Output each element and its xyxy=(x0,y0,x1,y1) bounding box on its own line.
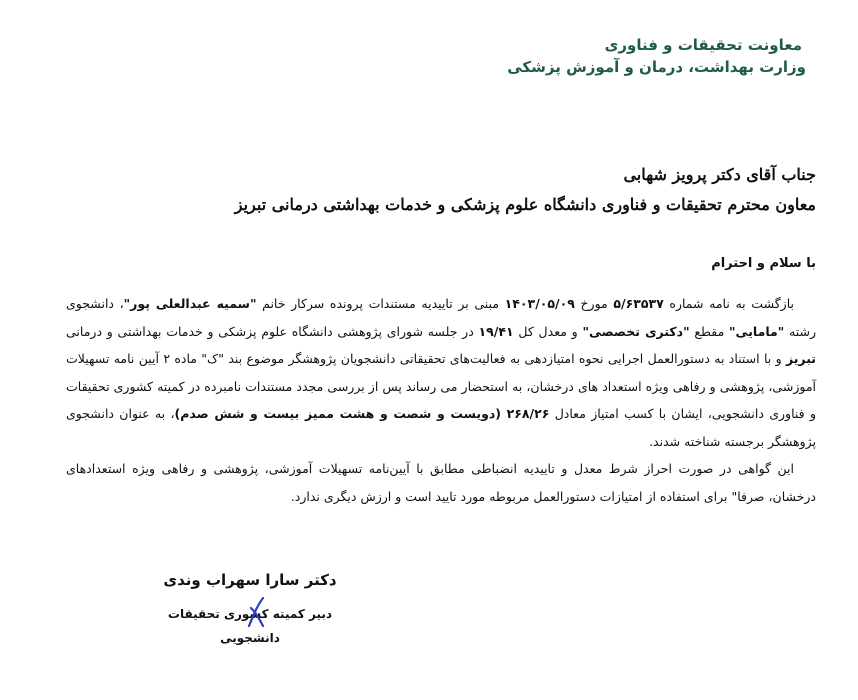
body-paragraph-1 xyxy=(66,290,816,455)
student-name: "سمیه عبدالعلی پور" xyxy=(123,296,257,311)
gpa: ۱۹/۴۱ xyxy=(478,323,514,339)
addressee-name: جناب آقای دکتر پرویز شهابی xyxy=(623,165,816,184)
greeting: با سلام و احترام xyxy=(711,256,816,271)
letter-date: ۱۴۰۳/۰۵/۰۹ xyxy=(504,296,575,311)
text: مقطع xyxy=(689,323,730,339)
text: ، به عنوان دانشجوی پژوهشگر برجسته شناخته شدند. xyxy=(66,406,816,449)
letterhead xyxy=(507,34,806,78)
degree: "دکتری تخصصی" xyxy=(582,323,690,339)
signatory-title: دبیر کمیته کشوری تحقیقات دانشجویی xyxy=(167,607,333,645)
letterhead-deputy: معاونت تحقیقات و فناوری xyxy=(604,36,802,54)
signatory-title-wrap xyxy=(150,602,350,650)
addressee-role: معاون محترم تحقیقات و فناوری دانشگاه علوم پزشکی و خدمات بهداشتی درمانی تبریز xyxy=(234,195,816,214)
text: مبنی بر تاییدیه مستندات پرونده سرکار خانم xyxy=(256,296,505,311)
addressee-block xyxy=(216,160,816,220)
text: در جلسه شورای پژوهشی دانشگاه علوم پزشکی و خدمات بهداشتی و درمانی xyxy=(66,323,479,339)
text: و معدل کل xyxy=(513,323,583,339)
signatory-name: دکتر سارا سهراب وندی xyxy=(163,571,337,589)
city: تبریز xyxy=(785,351,816,366)
score: ۲۶۸/۲۶ (دویست و شصت و هشت ممیز بیست و شش صدم) xyxy=(174,406,550,421)
text: ، دانشجوی رشته xyxy=(66,296,816,339)
text: و با استناد به دستورالعمل اجرایی نحوه امتیازدهی به فعالیت‌های تحقیقاتی دانشجویان پژوهشگر موضوع بند "ک" ماده ۲ آیین نامه تسهیلات آموزشی، پژوهشی و رفاهی ویژه استعداد های درخشان، به استحضار می رساند پس از بررسی مجدد مستندات نامبرده در کمیته کشوری تحقیقات و فناوری دانشجویی، ایشان با کسب امتیاز معادل xyxy=(66,351,817,421)
field-of-study: "مامایی" xyxy=(729,323,785,339)
letterhead-ministry: وزارت بهداشت، درمان و آموزش پزشکی xyxy=(507,58,806,76)
letter-number: ۵/۶۳۵۳۷ xyxy=(613,296,664,311)
signature-block xyxy=(150,566,350,650)
signature-scribble-icon xyxy=(245,596,267,630)
letter-body xyxy=(66,290,816,510)
body-paragraph-2: این گواهی در صورت احراز شرط معدل و تاییدیه انضباطی مطابق با آیین‌نامه تسهیلات آموزشی، پژوهشی و رفاهی ویژه استعدادهای درخشان، صرفا" برای استفاده از امتیازات دستورالعمل مربوطه مورد تایید است و ارزش دیگری ندارد. xyxy=(66,461,816,504)
text: بازگشت به نامه شماره xyxy=(663,296,794,311)
text: مورخ xyxy=(574,296,614,311)
